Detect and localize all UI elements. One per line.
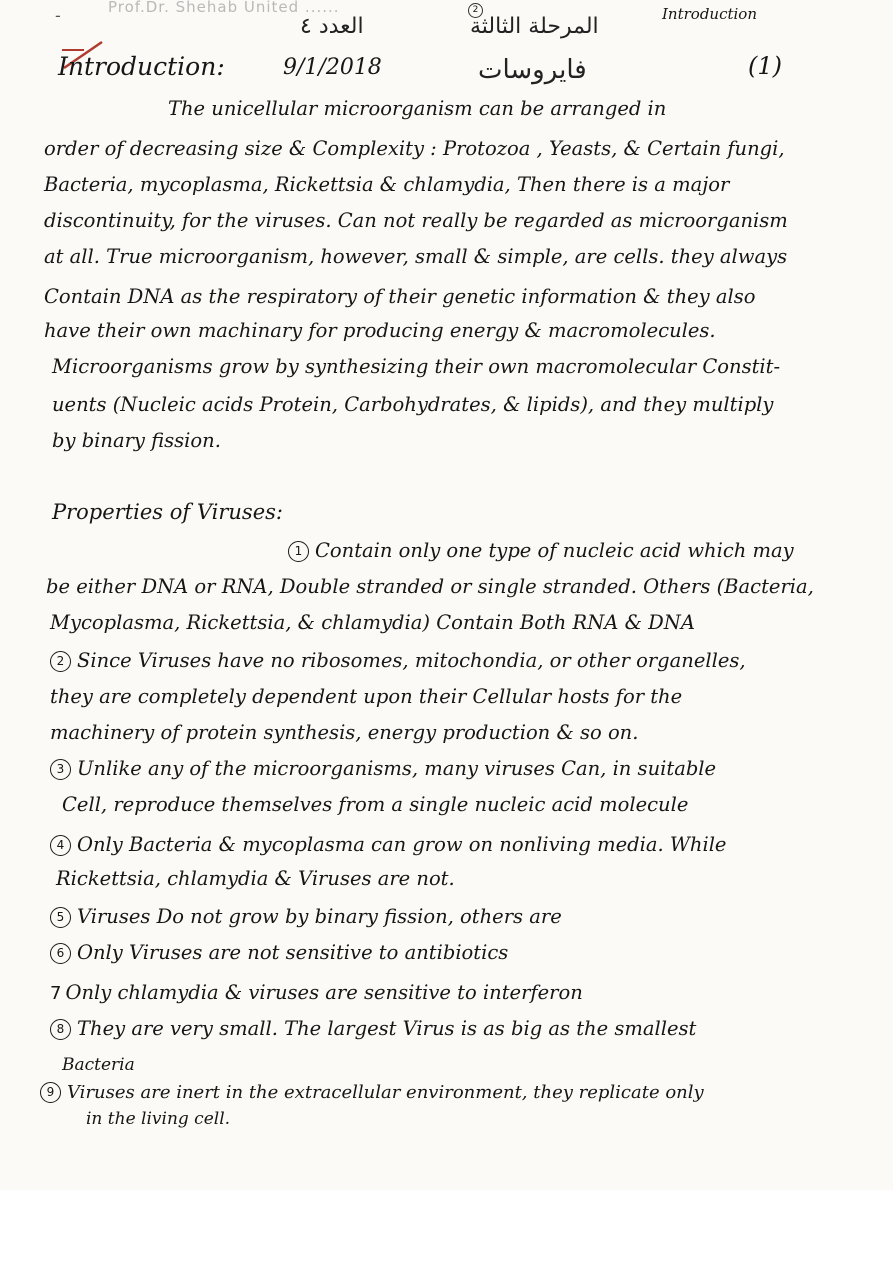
list-item: [62, 1052, 135, 1078]
item-number-badge: 6: [50, 943, 71, 964]
list-item: [46, 574, 814, 600]
intro-line: by binary fission.: [52, 429, 221, 452]
list-item: [56, 866, 455, 892]
tiny-circle-number: 2: [468, 3, 483, 18]
page-title: Introduction:: [58, 52, 225, 81]
list-item-text: Unlike any of the microorganisms, many viruses Can, in suitable: [77, 757, 717, 780]
list-item: [50, 684, 682, 710]
intro-line: The unicellular microorganism can be arranged in: [44, 97, 667, 120]
list-item: [50, 720, 638, 746]
item-number-badge: 1: [288, 541, 309, 562]
header-mark: -: [55, 6, 61, 25]
list-item-text: Viruses Do not grow by binary fission, others are: [77, 905, 562, 928]
header-right-label: Introduction: [662, 5, 757, 23]
list-item-text: Rickettsia, chlamydia & Viruses are not.: [56, 867, 455, 890]
list-item: [50, 1016, 696, 1042]
list-item: [50, 980, 583, 1007]
section-heading: Properties of Viruses:: [52, 500, 283, 524]
arabic-subject-label: فايروسات: [478, 55, 587, 85]
list-item: [50, 610, 695, 636]
intro-line: have their own machinary for producing energy & macromolecules.: [44, 319, 716, 342]
item-number-badge: 5: [50, 907, 71, 928]
item-number-badge: 8: [50, 1019, 71, 1040]
list-item-text: be either DNA or RNA, Double stranded or single stranded. Others (Bacteria,: [46, 575, 814, 598]
item-number-badge: 2: [50, 651, 71, 672]
list-item-text: Cell, reproduce themselves from a single nucleic acid molecule: [62, 793, 689, 816]
list-item: [50, 832, 726, 858]
item-number-plain: 7: [50, 983, 62, 1004]
list-item: [40, 1080, 704, 1106]
list-item: [86, 1106, 230, 1132]
list-item-text: Bacteria: [62, 1055, 135, 1075]
item-number-badge: 4: [50, 835, 71, 856]
arabic-issue-label: العدد ٤: [300, 14, 364, 39]
list-item: [50, 940, 508, 966]
intro-line: order of decreasing size & Complexity : Protozoa , Yeasts, & Certain fungi,: [44, 137, 785, 160]
intro-line: Bacteria, mycoplasma, Rickettsia & chlamydia, Then there is a major: [44, 173, 730, 196]
faded-header-text: Prof.Dr. Shehab United ......: [108, 0, 340, 16]
list-item-text: They are very small. The largest Virus is as big as the smallest: [77, 1017, 697, 1040]
arabic-stage-label: المرحلة الثالثة: [470, 14, 599, 39]
list-item: [50, 648, 746, 674]
list-item-text: Since Viruses have no ribosomes, mitochondia, or other organelles,: [77, 649, 746, 672]
intro-line: Contain DNA as the respiratory of their genetic information & they also: [44, 285, 756, 308]
page-margin-bottom: [0, 1190, 893, 1263]
list-item: [62, 792, 688, 818]
list-item-text: Viruses are inert in the extracellular environment, they replicate only: [67, 1082, 704, 1103]
list-item-text: machinery of protein synthesis, energy production & so on.: [50, 721, 639, 744]
item-number-badge: 9: [40, 1082, 61, 1103]
intro-line: uents (Nucleic acids Protein, Carbohydrates, & lipids), and they multiply: [52, 393, 774, 416]
list-item-text: Only Viruses are not sensitive to antibiotics: [77, 941, 509, 964]
intro-line: at all. True microorganism, however, small & simple, are cells. they always: [44, 245, 788, 268]
list-item-text: Only chlamydia & viruses are sensitive to interferon: [65, 981, 583, 1004]
intro-line: Microorganisms grow by synthesizing their own macromolecular Constit-: [52, 355, 781, 378]
list-item: [288, 538, 794, 564]
list-item-text: Mycoplasma, Rickettsia, & chlamydia) Contain Both RNA & DNA: [50, 611, 695, 634]
list-item-text: they are completely dependent upon their Cellular hosts for the: [50, 685, 683, 708]
item-number-badge: 3: [50, 759, 71, 780]
page-number: (1): [748, 52, 782, 80]
intro-line: discontinuity, for the viruses. Can not really be regarded as microorganism: [44, 209, 788, 232]
list-item: [50, 756, 716, 782]
list-item-text: in the living cell.: [86, 1109, 231, 1129]
list-item: [50, 904, 562, 930]
list-item-text: Only Bacteria & mycoplasma can grow on nonliving media. While: [77, 833, 727, 856]
list-item-text: Contain only one type of nucleic acid which may: [315, 539, 794, 562]
lecture-date: 9/1/2018: [283, 55, 382, 80]
